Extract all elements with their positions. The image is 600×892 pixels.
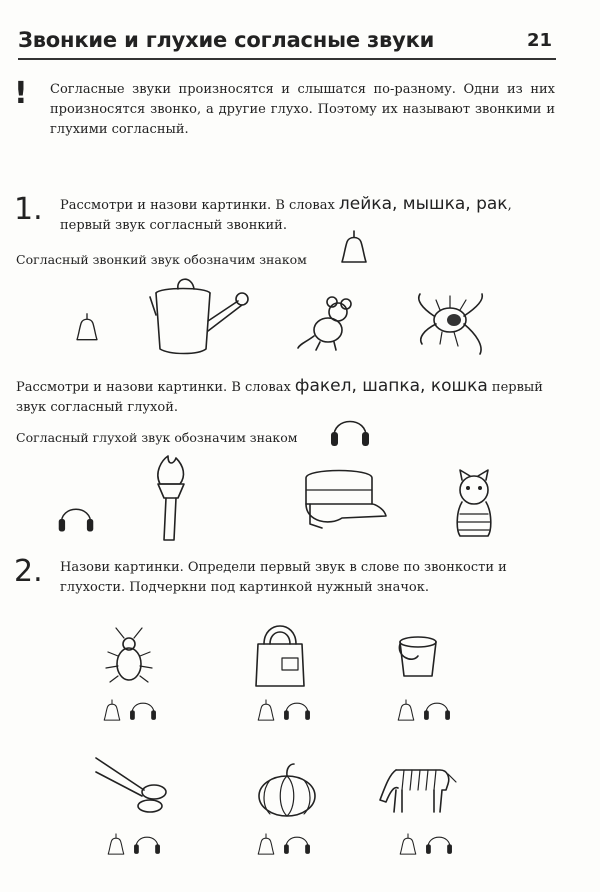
bell-icon bbox=[72, 310, 102, 346]
bucket-picture bbox=[394, 632, 442, 680]
headphones-icon bbox=[328, 412, 372, 448]
task1-voiced-words: лейка, мышка, рак bbox=[338, 194, 508, 214]
headphones-icon bbox=[282, 830, 312, 856]
headphones-icon bbox=[282, 696, 312, 722]
bell-icon bbox=[336, 228, 372, 268]
cat-picture bbox=[446, 470, 502, 540]
zebra-picture bbox=[376, 760, 458, 814]
bell-icon bbox=[100, 698, 124, 724]
torch-picture bbox=[150, 454, 192, 544]
headphones-icon bbox=[128, 696, 158, 722]
task1-text-2-after: первый звук согласный глухой. bbox=[16, 380, 543, 415]
headphones-icon bbox=[422, 696, 452, 722]
page-number: 21 bbox=[526, 30, 552, 51]
headphones-icon bbox=[132, 830, 162, 856]
bag-picture bbox=[252, 618, 308, 688]
watering-can-picture bbox=[146, 275, 252, 357]
beetle-picture bbox=[104, 626, 154, 686]
bell-icon bbox=[104, 832, 128, 858]
scissors-picture bbox=[92, 752, 174, 814]
task1-voiceless-words: факел, шапка, кошка bbox=[294, 376, 488, 396]
bell-icon bbox=[254, 698, 278, 724]
exclamation-mark: ! bbox=[14, 76, 28, 111]
task1-text-2-before: Рассмотри и назови картинки. В словах bbox=[16, 380, 295, 395]
task2-number: 2. bbox=[14, 554, 43, 589]
voiceless-label: Согласный глухой звук обозначим знаком bbox=[16, 430, 298, 445]
task1-number: 1. bbox=[14, 192, 43, 227]
bell-icon bbox=[396, 832, 420, 858]
crayfish-picture bbox=[410, 290, 492, 358]
task2-text: Назови картинки. Определи первый звук в слове по звонкости и глухости. Подчеркни под картинкой нужный значок. bbox=[60, 560, 507, 595]
page-title: Звонкие и глухие согласные звуки bbox=[18, 28, 435, 52]
headphones-icon bbox=[424, 830, 454, 856]
headphones-icon bbox=[56, 500, 96, 534]
bell-icon bbox=[394, 698, 418, 724]
cap-picture bbox=[300, 466, 388, 536]
header-divider bbox=[18, 58, 556, 60]
task1-text-2 bbox=[16, 376, 556, 418]
pumpkin-picture bbox=[256, 762, 318, 818]
task1-text-1-before: Рассмотри и назови картинки. В словах bbox=[60, 198, 339, 213]
voiced-label: Согласный звонкий звук обозначим знаком bbox=[16, 252, 307, 267]
task1-text-1-after: , первый звук согласный звонкий. bbox=[60, 198, 512, 233]
task1-text-1 bbox=[60, 194, 555, 236]
mouse-picture bbox=[296, 292, 358, 354]
bell-icon bbox=[254, 832, 278, 858]
intro-text: Согласные звуки произносятся и слышатся по-разному. Одни из них произносятся звонко, а другие глухо. Поэтому их называют звонкими и глухими согласный. bbox=[50, 82, 555, 137]
